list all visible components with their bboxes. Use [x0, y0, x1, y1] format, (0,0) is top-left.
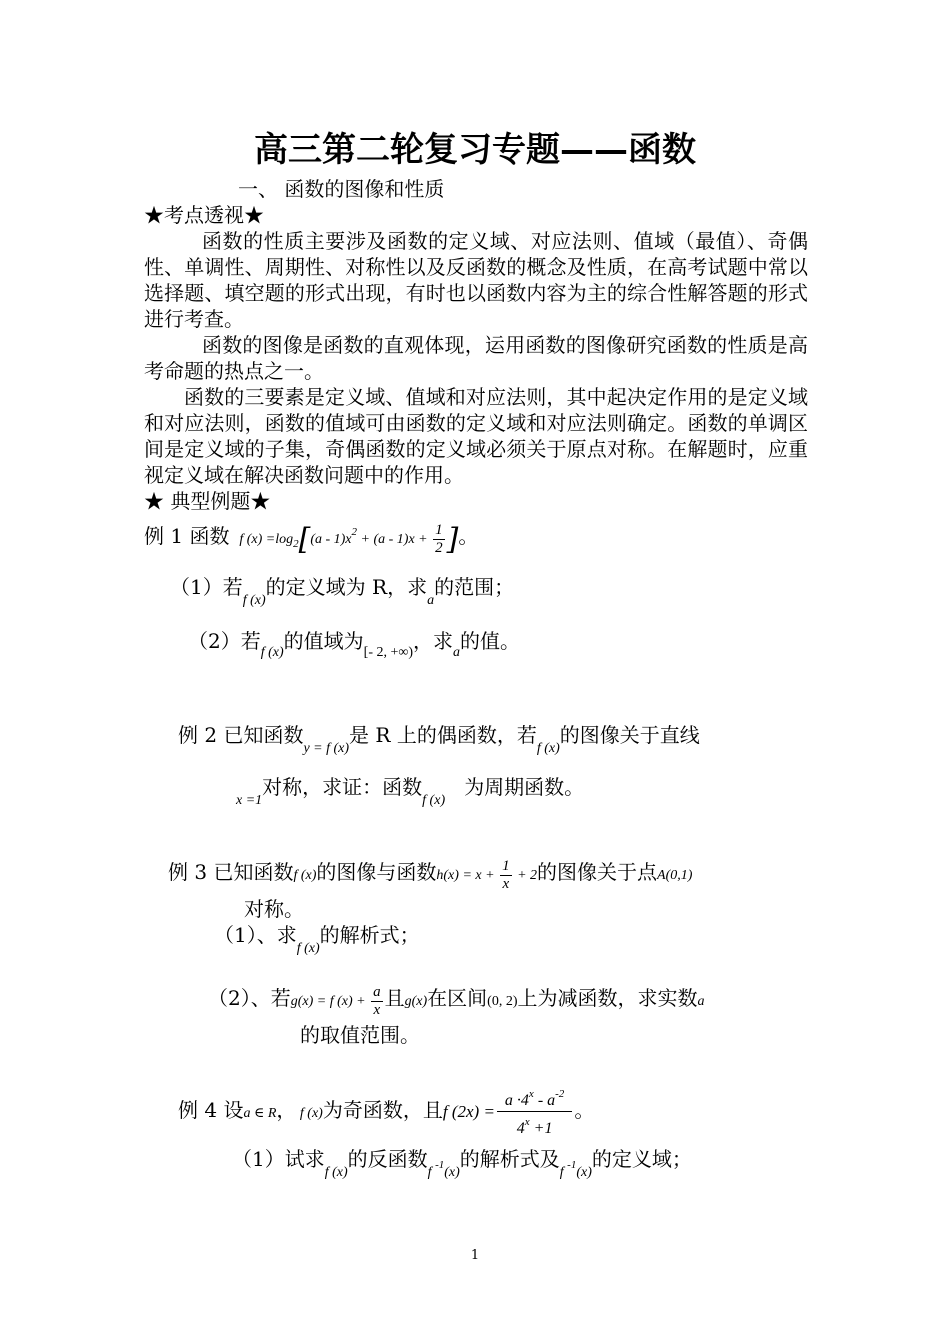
example-1-label: 例 1 函数	[144, 524, 230, 548]
page-number: 1	[470, 1248, 480, 1263]
example-3-line-2: 对称。	[244, 897, 304, 921]
kaodian-heading: ★考点透视★	[144, 203, 264, 227]
paragraph-3: 函数的三要素是定义域、值域和对应法则，其中起决定作用的是定义域和对应法则，函数的值域可由函数的定义域和对应法则确定。函数的单调区间是定义域的子集，奇偶函数的定义域必须关于原点对称。在解题时，应重视定义域在解决函数问题中的作用。	[144, 385, 808, 487]
example-3-line-1: 例 3 已知函数f (x)的图像与函数h(x) = x + $\frac{1}{x}$ + 2的图像关于点A(0,1)	[168, 858, 693, 893]
example-2-line-2: $_{x =1}$对称，求证：函数$_{f (x)}$ 为周期函数。	[236, 775, 585, 808]
paragraph-2: 函数的图像是函数的直观体现，运用函数的图像研究函数的性质是高考命题的热点之一。	[144, 333, 808, 383]
example-1-formula: f $(x) =\log_2[(a - 1)x^2 + (a - 1)x$ + $\frac{1}{2}$ ]	[235, 521, 459, 557]
example-1-question-2: （2）若$_{f (x)}$的值域为$_{[- 2, +\infty)}$，求$_a$的值。	[188, 629, 521, 660]
example-3-question-2-cont: 的取值范围。	[300, 1023, 420, 1047]
example-3-question-2: （2）、若g(x) = f (x) + $\frac{a}{x}$ 且g(x)在区间(0, 2)上为减函数，求实数a	[208, 984, 705, 1019]
example-1-end: 。	[458, 524, 479, 548]
dianxing-heading: ★ 典型例题★	[144, 489, 271, 513]
example-4-question-1: （1）试求$_{f (x)}$的反函数$_{f ^{-1}(x)}$的解析式及$_{f ^{-1}(x)}$的定义域；	[232, 1147, 692, 1180]
example-1-question-1: （1）若$_{f (x)}$的定义域为 R，求$_a$的范围；	[170, 575, 515, 608]
example-4-line-1: 例 4 设a ∈ R， f (x)为奇函数，且f (2x) = $\frac{a \cdot 4^x - a^{-2}}{4^x +1}$ 。	[178, 1084, 594, 1139]
document-title: 高三第二轮复习专题——函数	[254, 130, 696, 170]
example-3-question-1: （1）、求$_{f (x)}$的解析式；	[214, 923, 420, 956]
example-2-line-1: 例 2 已知函数$_{y = f (x)}$是 R 上的偶函数，若$_{f (x)}$的图像关于直线	[178, 723, 700, 756]
section-heading: 一、 函数的图像和性质	[238, 177, 445, 201]
paragraph-1: 函数的性质主要涉及函数的定义域、对应法则、值域（最值）、奇偶性、单调性、周期性、对称性以及反函数的概念及性质，在高考试题中常以选择题、填空题的形式出现，有时也以函数内容为主的综合性解答题的形式进行考查。	[144, 229, 808, 331]
example-1-statement	[144, 512, 478, 564]
